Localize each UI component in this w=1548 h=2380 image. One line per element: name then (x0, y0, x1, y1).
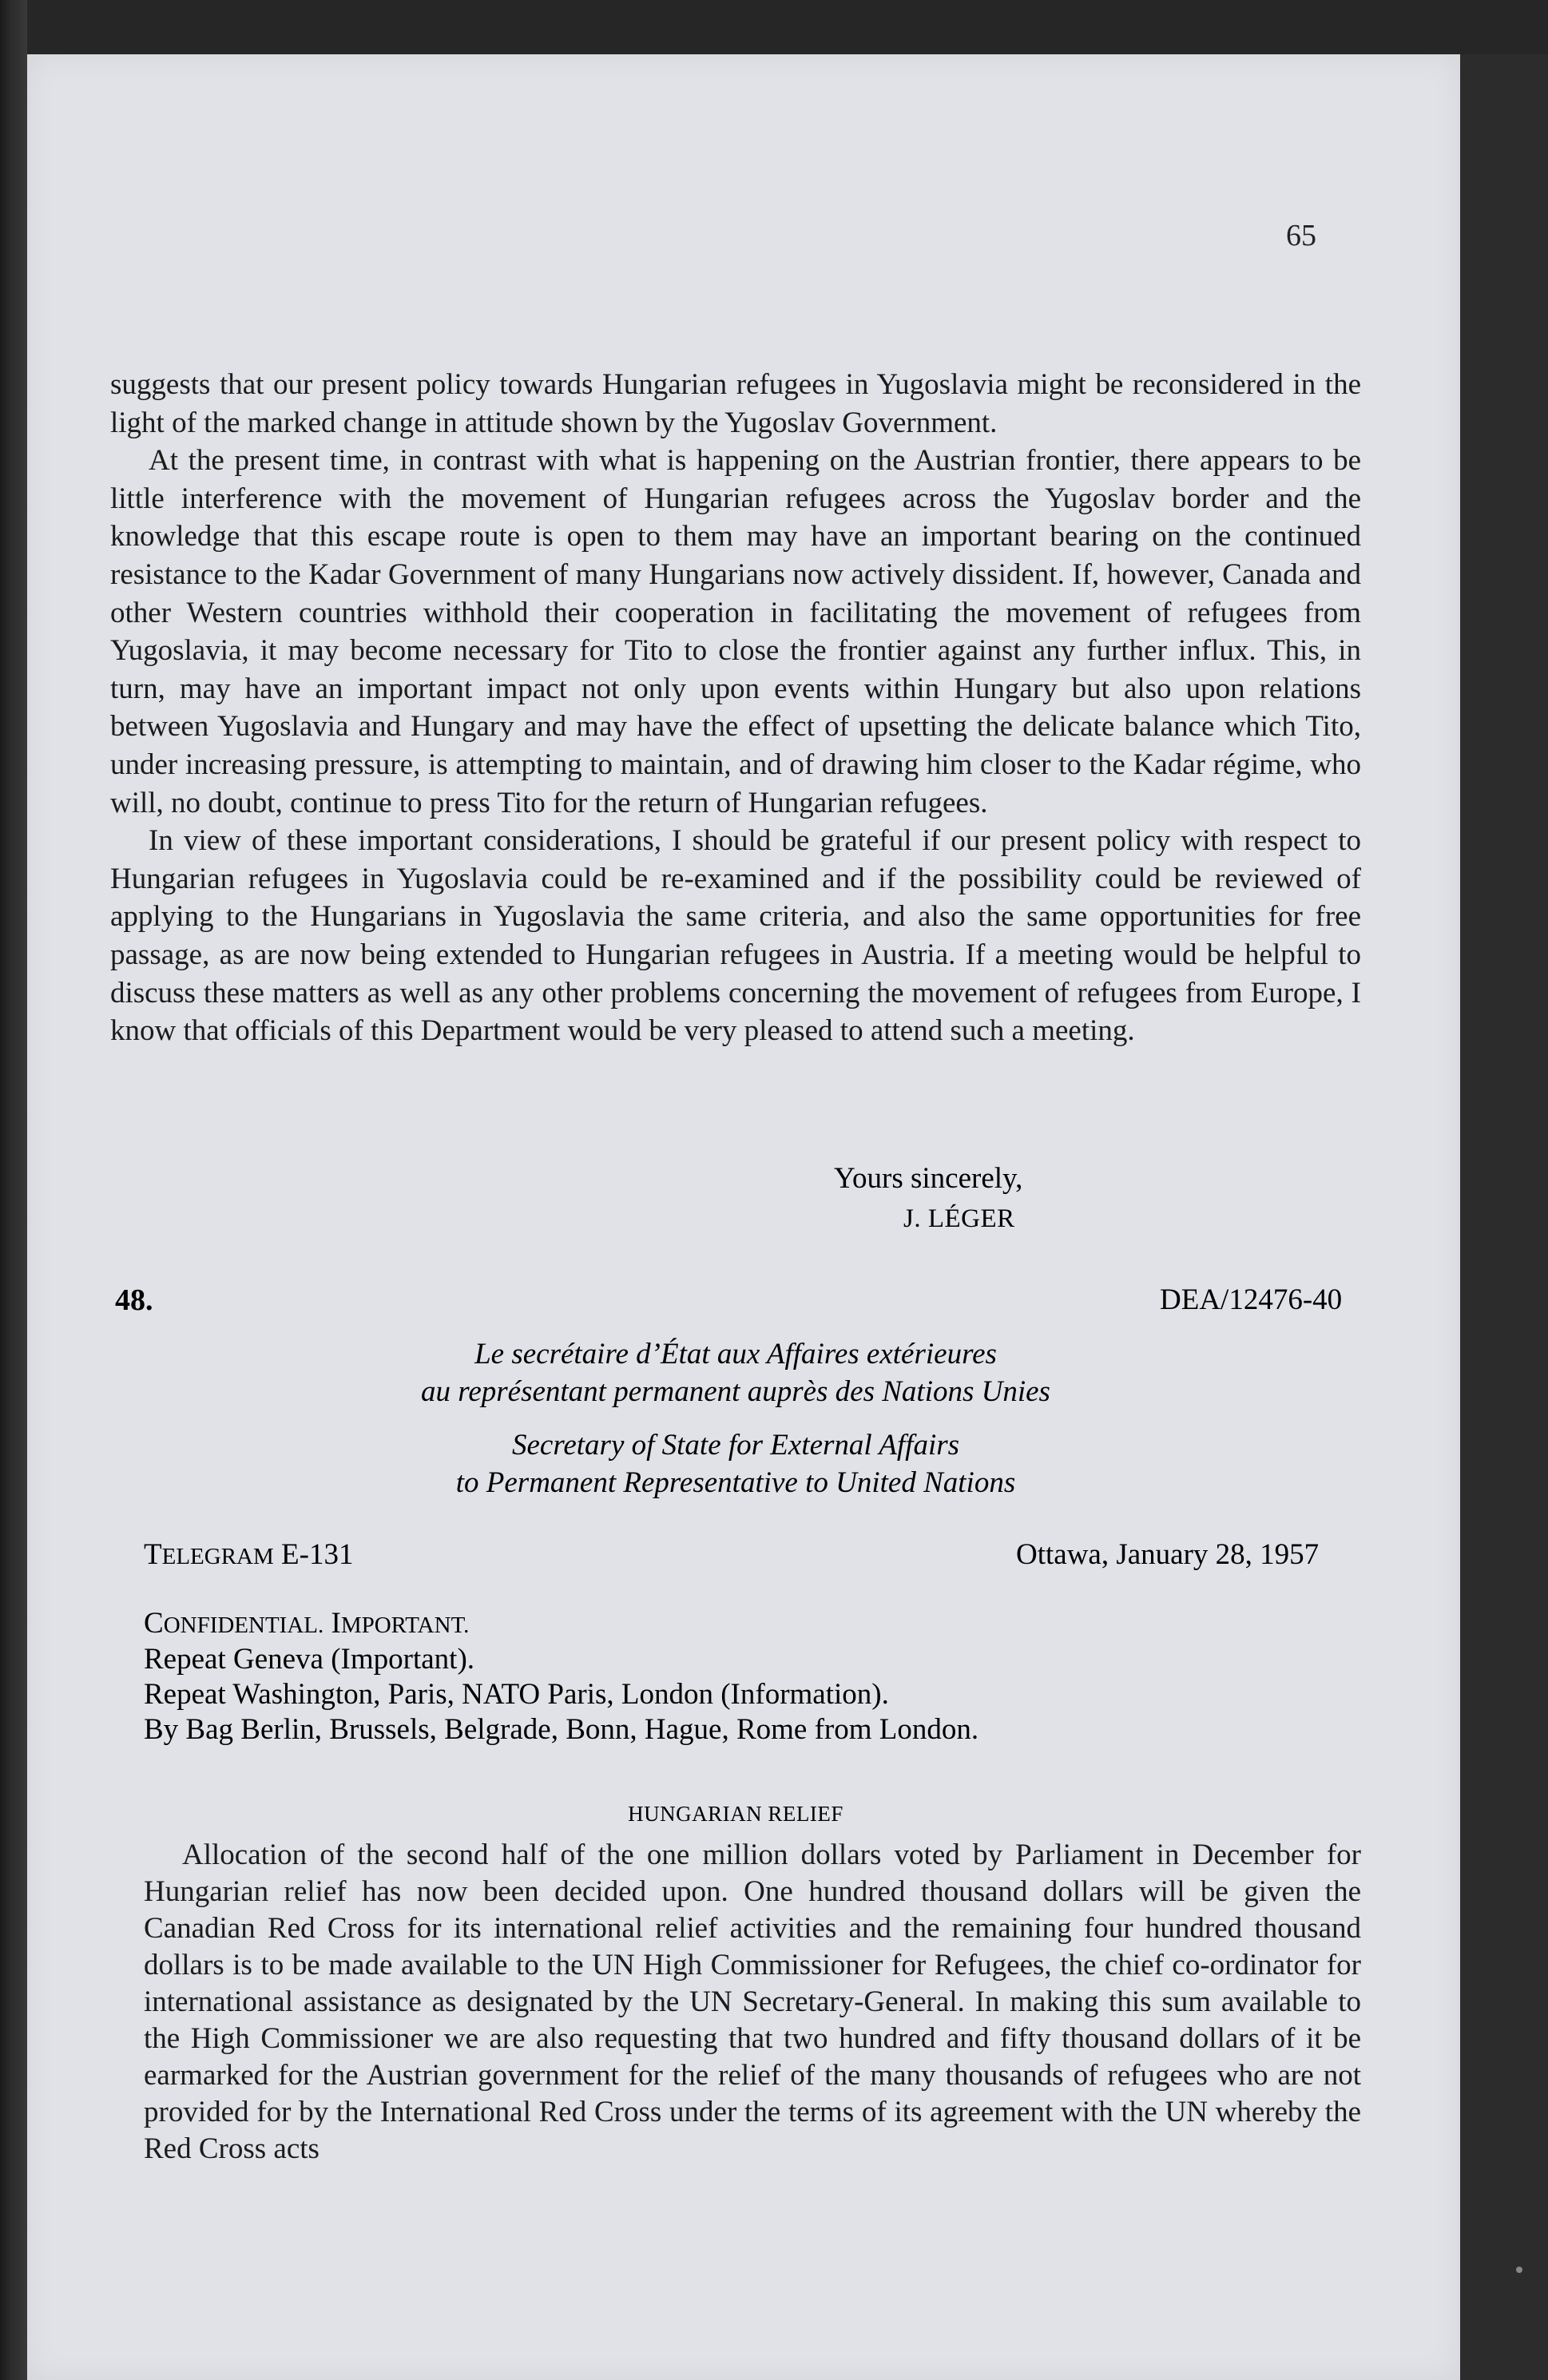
document-page (27, 54, 1460, 2380)
paragraph-continuation: suggests that our present policy towards Hungarian refugees in Yugoslavia might be reconsidered in the light of the marked change in attitude shown by the Yugoslav Government. (110, 368, 1361, 439)
french-heading-line-1: Le secrétaire d’État aux Affaires extérieures (474, 1338, 997, 1370)
distribution-line: Repeat Washington, Paris, NATO Paris, London (Information). (144, 1678, 889, 1711)
document-number: 48. (115, 1283, 153, 1317)
distribution-line: By Bag Berlin, Brussels, Belgrade, Bonn, Hague, Rome from London. (144, 1713, 979, 1746)
distribution-line: Repeat Geneva (Important). (144, 1643, 475, 1676)
telegram-date: Ottawa, January 28, 1957 (1016, 1538, 1320, 1571)
classification-line: CONFIDENTIAL. IMPORTANT. (144, 1607, 470, 1640)
scan-speck (1516, 2267, 1522, 2273)
closing-salutation: Yours sincerely, (834, 1162, 1023, 1195)
document-reference: DEA/12476-40 (1160, 1283, 1343, 1316)
english-heading-line-2: to Permanent Representative to United Nations (455, 1466, 1016, 1499)
french-heading-line-2: au représentant permanent auprès des Nations Unies (421, 1375, 1050, 1408)
paragraph-considerations: In view of these important considerations, I should be grateful if our present policy with respect to Hungarian refugees in Yugoslavia could be re-examined and if the possibility could be reviewed of applying to the Hungarians in Yugoslavia the same criteria, and also the same opportunities for free passage, as are now being extended to Hungarian refugees in Austria. If a meeting would be helpful to discuss these matters as well as any other problems concerning the movement of refugees from Europe, I know that officials of this Department would be very pleased to attend such a meeting. (110, 824, 1361, 1048)
scan-background-right (1460, 54, 1548, 2380)
paragraph-austrian-frontier: At the present time, in contrast with what is happening on the Austrian frontier, there appears to be little interference with the movement of Hungarian refugees across the Yugoslav border and the knowledge that this escape route is open to them may have an important bearing on the continued resistance to the Kadar Government of many Hungarians now actively dissident. If, however, Canada and other Western countries withhold their cooperation in facilitating the movement of refugees from Yugoslavia, it may become necessary for Tito to close the frontier against any further influx. This, in turn, may have an important impact not only upon events within Hungary but also upon relations between Yugoslavia and Hungary and may have the effect of upsetting the delicate balance which Tito, under increasing pressure, is attempting to maintain, and of drawing him closer to the Kadar régime, who will, no doubt, continue to press Tito for the return of Hungarian refugees. (110, 444, 1361, 819)
english-heading (110, 1426, 1361, 1501)
page-number: 65 (1286, 219, 1316, 252)
paragraph-allocation: Allocation of the second half of the one million dollars voted by Parliament in December for Hungarian relief has now been decided upon. One hundred thousand dollars will be given the Canadian Red Cross for its international relief activities and the remaining four hundred thousand dollars is to be made available to the UN High Commissioner for Refugees, the chief co-ordinator for international assistance as designated by the UN Secretary-General. In making this sum available to the High Commissioner we are also requesting that two hundred and fifty thousand dollars of it be earmarked for the Austrian government for the relief of the many thousands of refugees who are not provided for by the International Red Cross under the terms of its agreement with the UN whereby the Red Cross acts (144, 1839, 1361, 2165)
telegram-label: TELEGRAM E-131 (144, 1538, 354, 1571)
scan-edge-left (0, 0, 27, 2380)
body-section-telegram (144, 1837, 1361, 2168)
french-heading (110, 1335, 1361, 1410)
telegram-number: E-131 (281, 1538, 354, 1571)
distribution-list (144, 1642, 978, 1747)
english-heading-line-1: Secretary of State for External Affairs (511, 1429, 960, 1462)
subject-heading: HUNGARIAN RELIEF (628, 1802, 843, 1826)
signature: J. LÉGER (903, 1204, 1015, 1233)
scan-background-top (0, 0, 1548, 54)
body-section-top (110, 366, 1361, 1050)
